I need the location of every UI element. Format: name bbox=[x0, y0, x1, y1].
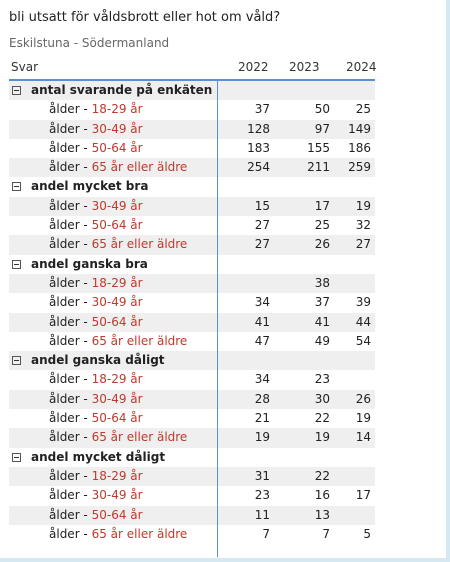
cell-2023: 23 bbox=[314, 372, 330, 387]
table-row bbox=[9, 409, 375, 428]
row-label-value: 65 år eller äldre bbox=[91, 237, 188, 252]
cell-2022: 31 bbox=[254, 468, 270, 483]
row-label-prefix: ålder - bbox=[49, 295, 92, 310]
row-label bbox=[49, 216, 143, 235]
column-header-svar[interactable]: Svar bbox=[11, 60, 39, 74]
table-row bbox=[9, 467, 375, 486]
row-label-value: 18-29 år bbox=[91, 102, 143, 117]
cell-2023: 155 bbox=[307, 140, 330, 155]
collapse-icon[interactable] bbox=[12, 260, 21, 269]
cell-2022: 183 bbox=[247, 140, 270, 155]
row-label-value: 50-64 år bbox=[91, 411, 143, 426]
group-row bbox=[9, 177, 375, 196]
column-header-2024[interactable]: 2024 bbox=[346, 60, 377, 74]
row-label-value: 65 år eller äldre bbox=[91, 430, 188, 445]
table-row bbox=[9, 506, 375, 525]
cell-2024: 19 bbox=[355, 411, 371, 426]
visual-subtitle: Eskilstuna - Södermanland bbox=[9, 36, 170, 50]
cell-2024: 25 bbox=[355, 102, 371, 117]
row-label-prefix: ålder - bbox=[49, 102, 92, 117]
cell-2022: 27 bbox=[254, 237, 270, 252]
group-row bbox=[9, 448, 375, 467]
matrix-header bbox=[9, 56, 375, 81]
cell-2024: 17 bbox=[355, 488, 371, 503]
table-row bbox=[9, 158, 375, 177]
table-row bbox=[9, 486, 375, 505]
row-label-prefix: ålder - bbox=[49, 333, 92, 348]
cell-2024: 27 bbox=[355, 237, 371, 252]
row-label-prefix: ålder - bbox=[49, 198, 92, 213]
cell-2023: 22 bbox=[314, 411, 330, 426]
row-label bbox=[49, 409, 143, 428]
cell-2024: 186 bbox=[348, 140, 371, 155]
cell-2022: 21 bbox=[254, 411, 270, 426]
cell-2022: 37 bbox=[254, 102, 270, 117]
row-label-prefix: ålder - bbox=[49, 121, 92, 136]
cell-2023: 7 bbox=[322, 526, 330, 541]
cell-2022: 47 bbox=[254, 333, 270, 348]
cell-2023: 17 bbox=[314, 198, 330, 213]
table-row bbox=[9, 100, 375, 119]
row-label-value: 50-64 år bbox=[91, 218, 143, 233]
collapse-icon[interactable] bbox=[12, 182, 21, 191]
table-row bbox=[9, 370, 375, 389]
matrix-table bbox=[9, 56, 375, 544]
row-label bbox=[49, 293, 143, 312]
row-label bbox=[49, 197, 143, 216]
cell-2023: 25 bbox=[314, 218, 330, 233]
table-row bbox=[9, 235, 375, 254]
cell-2023: 49 bbox=[314, 333, 330, 348]
header-divider bbox=[217, 80, 218, 557]
row-label-prefix: ålder - bbox=[49, 275, 92, 290]
row-label-value: 65 år eller äldre bbox=[91, 526, 188, 541]
cell-2022: 41 bbox=[254, 314, 270, 329]
cell-2022: 27 bbox=[254, 218, 270, 233]
row-label-prefix: ålder - bbox=[49, 468, 92, 483]
row-label-value: 50-64 år bbox=[91, 140, 143, 155]
cell-2024: 26 bbox=[355, 391, 371, 406]
row-label-prefix: ålder - bbox=[49, 411, 92, 426]
table-row bbox=[9, 274, 375, 293]
table-row bbox=[9, 428, 375, 447]
row-label bbox=[49, 158, 187, 177]
column-header-2022[interactable]: 2022 bbox=[238, 60, 269, 74]
row-label-value: 18-29 år bbox=[91, 468, 143, 483]
row-label bbox=[49, 486, 143, 505]
row-label-prefix: ålder - bbox=[49, 218, 92, 233]
row-label bbox=[49, 390, 143, 409]
row-label bbox=[49, 120, 143, 139]
cell-2022: 28 bbox=[254, 391, 270, 406]
cell-2022: 11 bbox=[254, 507, 270, 522]
collapse-icon[interactable] bbox=[12, 86, 21, 95]
row-label-value: 30-49 år bbox=[91, 121, 143, 136]
row-label-prefix: ålder - bbox=[49, 391, 92, 406]
group-label: andel mycket bra bbox=[31, 179, 149, 194]
row-label-value: 65 år eller äldre bbox=[91, 160, 188, 175]
collapse-icon[interactable] bbox=[12, 356, 21, 365]
cell-2024: 259 bbox=[348, 160, 371, 175]
table-row bbox=[9, 293, 375, 312]
cell-2023: 211 bbox=[307, 160, 330, 175]
row-label-value: 18-29 år bbox=[91, 275, 143, 290]
table-row bbox=[9, 216, 375, 235]
row-label-value: 30-49 år bbox=[91, 488, 143, 503]
cell-2023: 30 bbox=[314, 391, 330, 406]
group-label: andel ganska dåligt bbox=[31, 353, 165, 368]
table-row bbox=[9, 139, 375, 158]
table-row bbox=[9, 120, 375, 139]
row-label-value: 30-49 år bbox=[91, 295, 143, 310]
cell-2022: 128 bbox=[247, 121, 270, 136]
row-label bbox=[49, 139, 143, 158]
row-label bbox=[49, 313, 143, 332]
cell-2024: 54 bbox=[355, 333, 371, 348]
group-label: andel ganska bra bbox=[31, 256, 148, 271]
row-label-prefix: ålder - bbox=[49, 507, 92, 522]
row-label bbox=[49, 235, 187, 254]
table-row bbox=[9, 313, 375, 332]
row-label-value: 30-49 år bbox=[91, 391, 143, 406]
row-label-prefix: ålder - bbox=[49, 237, 92, 252]
matrix-body bbox=[9, 81, 375, 544]
row-label-value: 50-64 år bbox=[91, 314, 143, 329]
row-label-prefix: ålder - bbox=[49, 430, 92, 445]
cell-2022: 15 bbox=[254, 198, 270, 213]
row-label bbox=[49, 370, 143, 389]
cell-2023: 50 bbox=[314, 102, 330, 117]
row-label-value: 18-29 år bbox=[91, 372, 143, 387]
row-label-prefix: ålder - bbox=[49, 488, 92, 503]
row-label bbox=[49, 467, 143, 486]
table-row bbox=[9, 197, 375, 216]
row-label bbox=[49, 506, 143, 525]
cell-2022: 34 bbox=[254, 295, 270, 310]
table-row bbox=[9, 332, 375, 351]
cell-2023: 22 bbox=[314, 468, 330, 483]
cell-2022: 19 bbox=[254, 430, 270, 445]
cell-2024: 44 bbox=[355, 314, 371, 329]
row-label bbox=[49, 274, 143, 293]
group-row bbox=[9, 81, 375, 100]
table-row bbox=[9, 390, 375, 409]
table-row bbox=[9, 525, 375, 544]
row-label-prefix: ålder - bbox=[49, 526, 92, 541]
group-row bbox=[9, 351, 375, 370]
row-label-value: 50-64 år bbox=[91, 507, 143, 522]
row-label-prefix: ålder - bbox=[49, 314, 92, 329]
cell-2022: 23 bbox=[254, 488, 270, 503]
cell-2022: 34 bbox=[254, 372, 270, 387]
visual-title: bli utsatt för våldsbrott eller hot om våld? bbox=[9, 10, 281, 25]
cell-2023: 26 bbox=[314, 237, 330, 252]
row-label-prefix: ålder - bbox=[49, 160, 92, 175]
cell-2023: 41 bbox=[314, 314, 330, 329]
cell-2022: 7 bbox=[262, 526, 270, 541]
row-label bbox=[49, 525, 187, 544]
group-label: andel mycket dåligt bbox=[31, 449, 166, 464]
cell-2023: 19 bbox=[314, 430, 330, 445]
column-header-2023[interactable]: 2023 bbox=[289, 60, 320, 74]
group-row bbox=[9, 255, 375, 274]
cell-2024: 149 bbox=[348, 121, 371, 136]
cell-2023: 37 bbox=[314, 295, 330, 310]
row-label-value: 30-49 år bbox=[91, 198, 143, 213]
collapse-icon[interactable] bbox=[12, 453, 21, 462]
row-label bbox=[49, 428, 187, 447]
group-label: antal svarande på enkäten bbox=[31, 83, 213, 97]
cell-2022: 254 bbox=[247, 160, 270, 175]
cell-2024: 19 bbox=[355, 198, 371, 213]
cell-2024: 5 bbox=[363, 526, 371, 541]
row-label bbox=[49, 332, 187, 351]
cell-2024: 39 bbox=[355, 295, 371, 310]
row-label-value: 65 år eller äldre bbox=[91, 333, 188, 348]
cell-2023: 13 bbox=[314, 507, 330, 522]
row-label-prefix: ålder - bbox=[49, 140, 92, 155]
cell-2023: 97 bbox=[314, 121, 330, 136]
cell-2023: 16 bbox=[314, 488, 330, 503]
row-label bbox=[49, 100, 143, 119]
row-label-prefix: ålder - bbox=[49, 372, 92, 387]
cell-2024: 14 bbox=[355, 430, 371, 445]
cell-2024: 32 bbox=[355, 218, 371, 233]
cell-2023: 38 bbox=[314, 275, 330, 290]
